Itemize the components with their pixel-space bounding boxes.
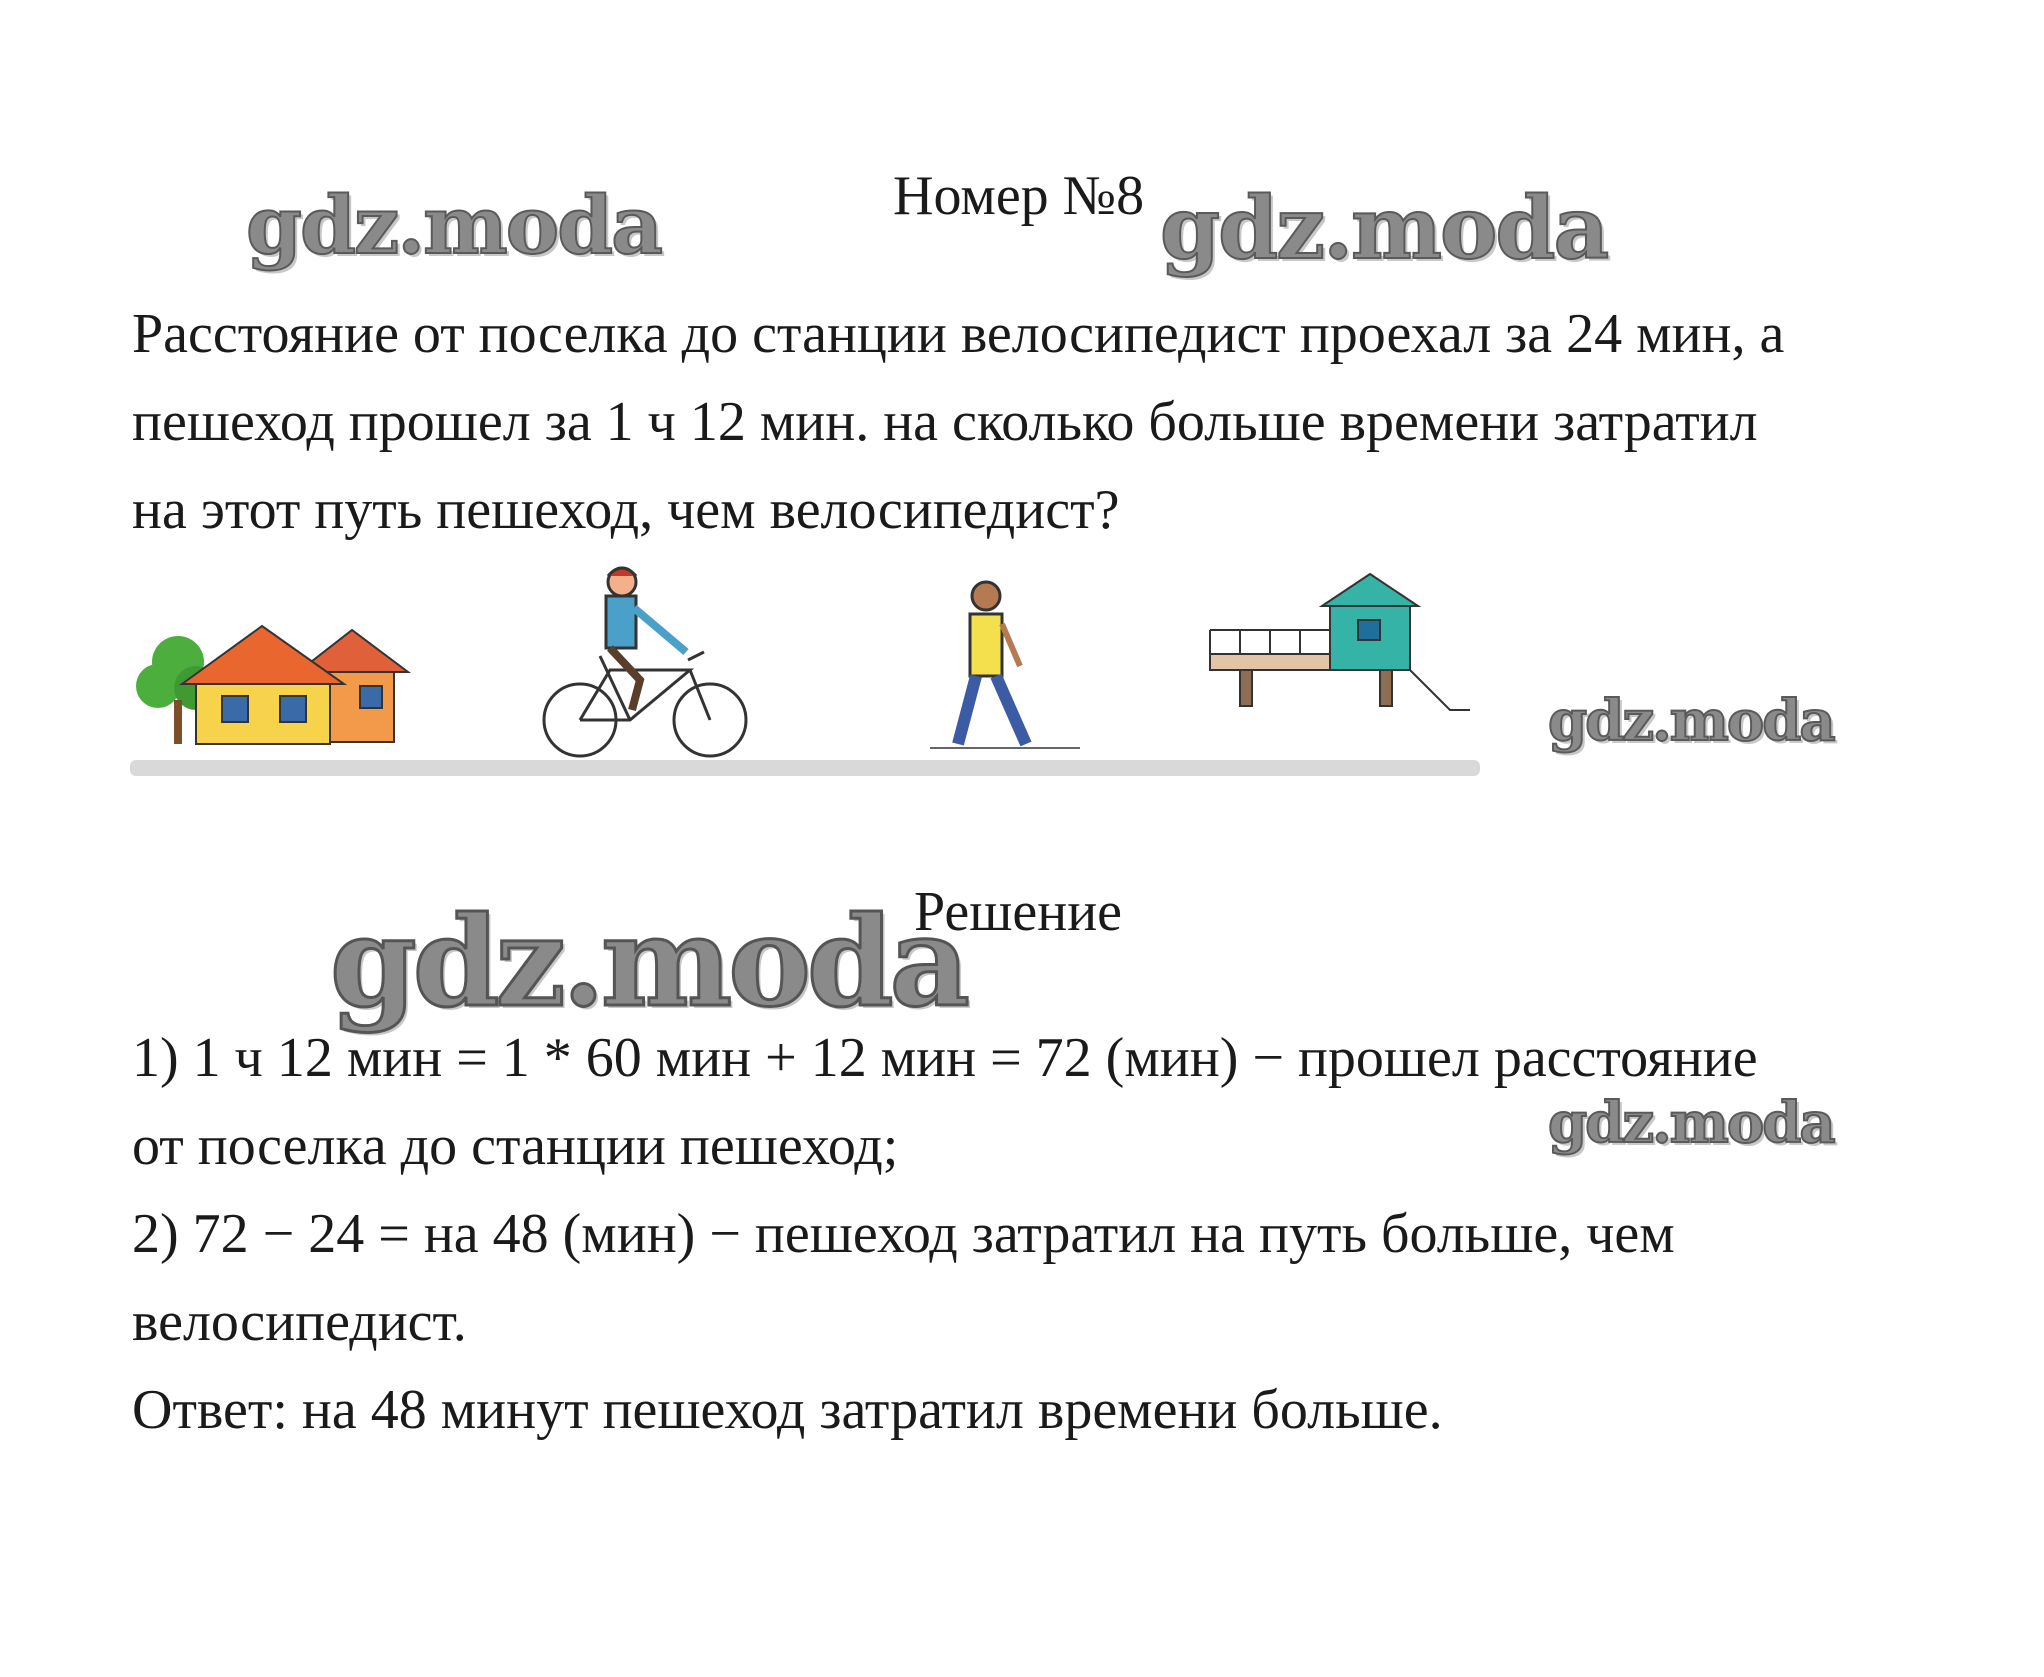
- solution-step: [132, 1014, 1758, 1190]
- problem-line: пешеход прошел за 1 ч 12 мин. на сколько больше времени затратил: [132, 391, 1758, 453]
- station-icon: [1210, 574, 1470, 710]
- watermark: gdz.moda: [1548, 688, 1834, 754]
- pedestrian-icon: [930, 582, 1080, 748]
- illustration: [130, 560, 1500, 800]
- watermark: gdz.moda: [1160, 178, 1608, 279]
- problem-line: Расстояние от поселка до станции велосипедист проехал за 24 мин, а: [132, 303, 1785, 365]
- solution-title: Решение: [914, 881, 1123, 943]
- watermark: gdz.moda: [330, 890, 966, 1035]
- problem-text: [132, 290, 1784, 554]
- watermark: gdz.moda: [1548, 1090, 1834, 1156]
- step-line: от поселка до станции пешеход;: [132, 1115, 899, 1177]
- step-line: 2) 72 − 24 = на 48 (мин) − пешеход затратил на путь больше, чем: [132, 1203, 1675, 1265]
- task-title: Номер №8: [893, 165, 1145, 227]
- problem-line: на этот путь пешеход, чем велосипедист?: [132, 479, 1120, 541]
- watermark: gdz.moda: [246, 178, 661, 272]
- answer-text: Ответ: на 48 минут пешеход затратил времени больше.: [132, 1379, 1443, 1441]
- houses-icon: [136, 626, 408, 744]
- step-line: 1) 1 ч 12 мин = 1 * 60 мин + 12 мин = 72 (мин) − прошел расстояние: [132, 1027, 1758, 1089]
- solution-step: [132, 1190, 1675, 1366]
- road: [130, 760, 1480, 776]
- cyclist-icon: [544, 568, 746, 756]
- step-line: велосипедист.: [132, 1291, 467, 1353]
